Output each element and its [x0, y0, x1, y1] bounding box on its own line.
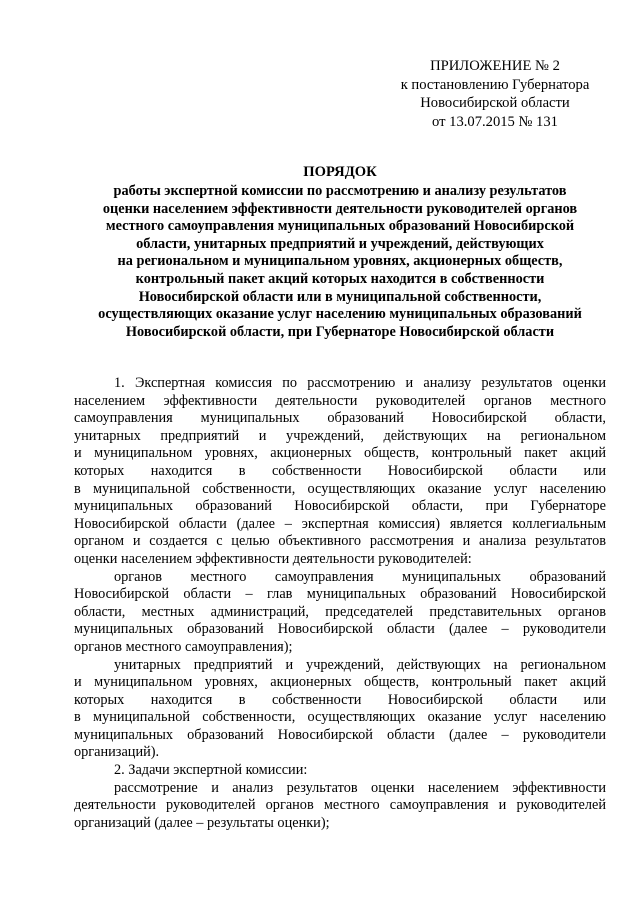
body-line: населением эффективности деятельности руководителей органов местного — [74, 392, 606, 409]
appendix-line: к постановлению Губернатора — [400, 76, 590, 93]
body-line: унитарных предприятий и учреждений, действующих на региональном — [74, 427, 606, 444]
body-line: которых находится в собственности Новосибирской области или — [74, 691, 606, 708]
body-line: органов местного самоуправления муниципальных образований — [114, 568, 606, 585]
appendix-header — [380, 57, 610, 131]
body-line: унитарных предприятий и учреждений, действующих на региональном — [114, 656, 606, 673]
body-line: деятельности руководителей органов местного самоуправления и руководителей — [74, 797, 606, 814]
body-line: в муниципальной собственности, осуществляющих оказание услуг населению — [74, 480, 606, 497]
subtitle-line: Новосибирской области, при Губернаторе Новосибирской области — [125, 323, 555, 340]
appendix-title: ПРИЛОЖЕНИЕ № 2 — [430, 58, 560, 74]
body-line: рассмотрение и анализ результатов оценки населением эффективности — [114, 779, 606, 796]
subtitle-line: оценки населением эффективности деятельности руководителей органов — [102, 200, 578, 217]
body-line: организаций). — [74, 744, 160, 761]
body-line: Новосибирской области (далее – экспертная комиссия) является коллегиальным — [74, 515, 606, 532]
body-line: самоуправления муниципальных образований Новосибирской области, — [74, 410, 606, 427]
document-body — [74, 375, 606, 832]
subtitle-line: местного самоуправления муниципальных образований Новосибирской — [105, 218, 575, 235]
appendix-date: от 13.07.2015 № 131 — [432, 113, 558, 130]
subtitle-line: контрольный пакет акций которых находится в собственности — [135, 270, 545, 287]
body-line: муниципальных образований Новосибирской области (далее – руководители — [74, 621, 606, 638]
subtitle-line: осуществляющих оказание услуг населению муниципальных образований — [98, 306, 582, 323]
body-line: оценки населением эффективности деятельности руководителей: — [74, 550, 472, 567]
body-line: органом и создается с целью объективного рассмотрения и анализа результатов — [74, 533, 606, 550]
body-line: которых находится в собственности Новосибирской области или — [74, 462, 606, 479]
subtitle-line: на региональном и муниципальном уровнях, акционерных обществ, — [117, 253, 563, 270]
body-line: муниципальных образований Новосибирской области (далее – руководители — [74, 726, 606, 743]
document-title: ПОРЯДОК — [303, 164, 377, 180]
body-line: области, местных администраций, председателей представительных органов — [74, 603, 606, 620]
subtitle-line: Новосибирской области или в муниципальной собственности, — [138, 288, 542, 305]
subtitle-line: работы экспертной комиссии по рассмотрению и анализу результатов — [113, 183, 567, 199]
body-line: 2. Задачи экспертной комиссии: — [114, 762, 308, 779]
appendix-line: Новосибирской области — [420, 95, 570, 111]
body-line: органов местного самоуправления); — [74, 638, 293, 655]
body-line: 1. Экспертная комиссия по рассмотрению и анализу результатов оценки — [114, 375, 606, 391]
body-line: Новосибирской области – глав муниципальных образований Новосибирской — [74, 586, 606, 603]
body-line: организаций (далее – результаты оценки); — [74, 814, 330, 831]
subtitle-line: области, унитарных предприятий и учреждений, действующих — [136, 235, 544, 252]
body-line: муниципальных образований Новосибирской области, при Губернаторе — [74, 498, 606, 515]
body-line: в муниципальной собственности, осуществляющих оказание услуг населению — [74, 709, 606, 726]
document-subtitle — [74, 183, 606, 341]
body-line: и муниципальном уровнях, акционерных обществ, контрольный пакет акций — [74, 674, 606, 691]
body-line: и муниципальном уровнях, акционерных обществ, контрольный пакет акций — [74, 445, 606, 462]
